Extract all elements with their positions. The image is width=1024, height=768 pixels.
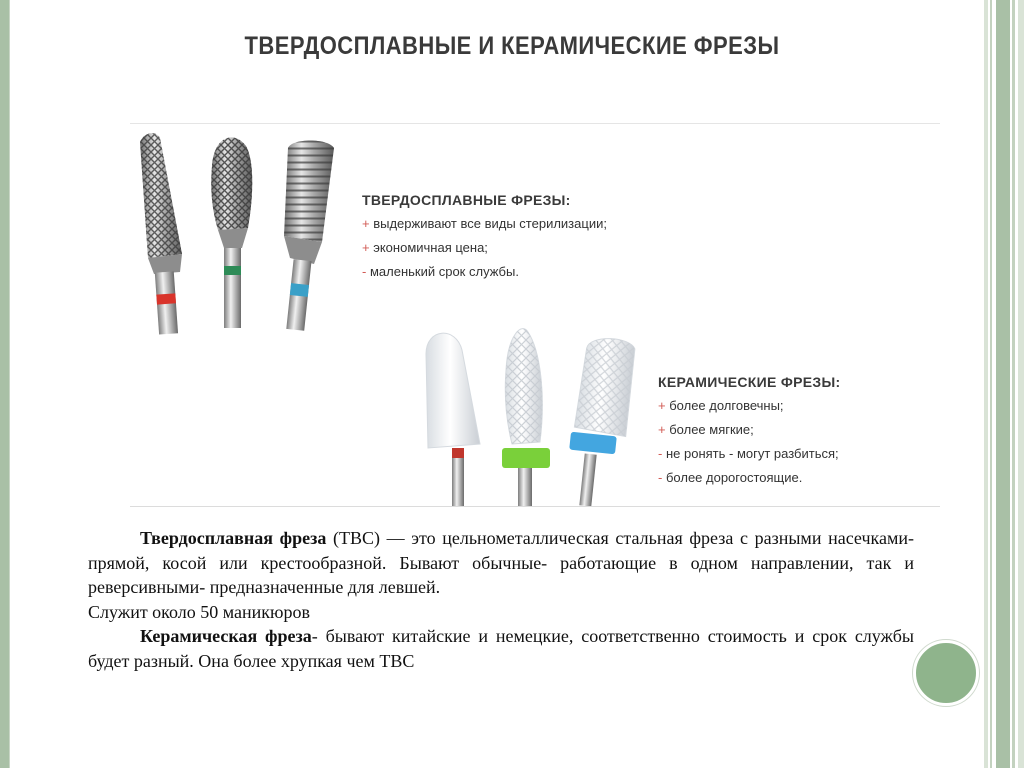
right-frame-bars — [984, 0, 1024, 768]
ceramic-item: - более дорогостоящие. — [658, 470, 803, 485]
paragraph-service-life: Служит около 50 маникюров — [88, 601, 310, 622]
left-frame-bar — [0, 0, 10, 768]
ceramic-bur-cylinder — [569, 336, 636, 506]
ceramic-heading: КЕРАМИЧЕСКИЕ ФРЕЗЫ: — [658, 374, 841, 390]
paragraph-carbide: Твердосплавная фреза (ТВС) — это цельнометаллическая стальная фреза с разными насечками- прямой, косой или крестообразной. Бывают обычные- работающие в одном направлении, так и реверсивными- предназначенные для левшей. — [88, 528, 914, 597]
carbide-bur-flame — [211, 137, 252, 328]
carbide-item: - маленький срок службы. — [362, 264, 519, 279]
ceramic-item: + более мягкие; — [658, 422, 754, 437]
carbide-bur-cone — [140, 133, 182, 334]
carbide-item: + выдерживают все виды стерилизации; — [362, 216, 607, 231]
decorative-circle — [913, 640, 979, 706]
carbide-heading: ТВЕРДОСПЛАВНЫЕ ФРЕЗЫ: — [362, 192, 571, 208]
carbide-item: + экономичная цена; — [362, 240, 488, 255]
body-text — [88, 526, 914, 673]
paragraph-ceramic: Керамическая фреза- бывают китайские и немецкие, соответственно стоимость и срок службы будет разный. Она более хрупкая чем ТВС — [88, 626, 915, 671]
slide-title: ТВЕРДОСПЛАВНЫЕ И КЕРАМИЧЕСКИЕ ФРЕЗЫ — [244, 32, 780, 60]
ceramic-term: Керамическая фреза — [140, 626, 312, 646]
ceramic-bur-flame — [502, 329, 550, 506]
burs-image — [130, 123, 940, 507]
ceramic-bur-cone — [426, 333, 480, 506]
ceramic-item: - не ронять - могут разбиться; — [658, 446, 839, 461]
carbide-info — [362, 188, 607, 284]
ceramic-item: + более долговечны; — [658, 398, 784, 413]
carbide-term: Твердосплавная фреза — [140, 528, 327, 548]
carbide-bur-cylinder — [284, 141, 334, 331]
ceramic-info — [658, 370, 840, 490]
